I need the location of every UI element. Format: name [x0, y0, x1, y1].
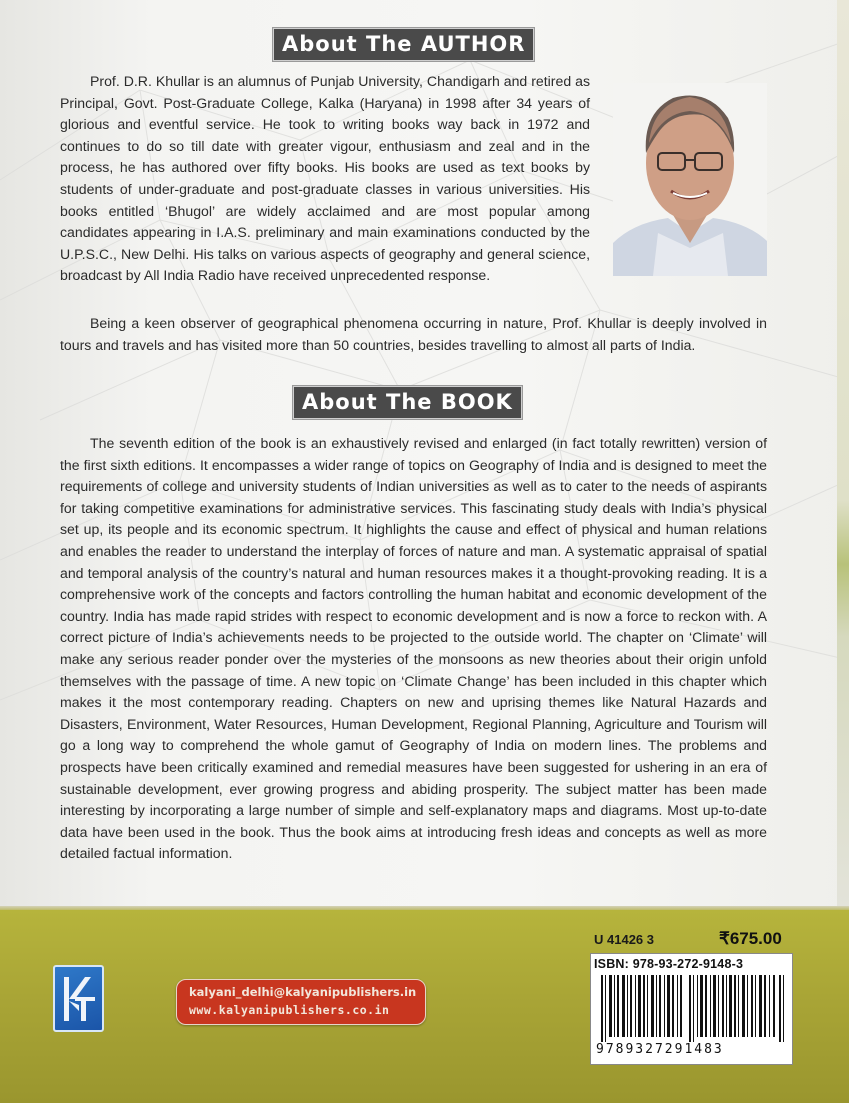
book-heading: About The BOOK [293, 386, 522, 419]
kalyani-logo-icon [55, 967, 102, 1030]
publisher-website[interactable]: www.kalyanipublishers.co.in [189, 1003, 390, 1017]
book-paragraph [60, 433, 767, 865]
author-portrait-illustration [613, 83, 767, 276]
author-travel-text: Being a keen observer of geographical phenomena occurring in nature, Prof. Khullar is deeply involved in tours and travels and has visited more than 50 countries, besides travelling to almost all parts of India. [60, 315, 767, 353]
barcode-panel [590, 953, 793, 1065]
author-paragraph-1 [60, 71, 590, 287]
author-photo [613, 83, 767, 276]
barcode-number: 9789327291483 [596, 1042, 786, 1057]
product-code: U 41426 3 [594, 932, 654, 947]
book-description-text: The seventh edition of the book is an exhaustively revised and enlarged (in fact totally rewritten) version of the first sixth editions. It encompasses a wider range of topics on Geography of India and is designed to meet the requirements of college and university students of Indian universities as well as to cater to the needs of aspirants for taking competitive examinations for administrative services. This fascinating study deals with India’s physical set up, its people and its economic spectrum. It highlights the cause and effect of physical and human relations and enables the reader to understand the interplay of forces of nature and man. A systematic appraisal of spatial and temporal analysis of the country’s natural and human resources makes it a thought-provoking reading. It is a comprehensive work of the concepts and factors controlling the human habitat and economic development of the country. India has made rapid strides with respect to economic development and is now a force to reckon with. A correct picture of India’s achievements needs to be projected to the outside world. The chapter on ‘Climate’ will make any serious reader ponder over the mysteries of the monsoons as new theories about their origin unfold themselves with the passage of time. A new topic on ‘Climate Change’ has been included in this chapter which makes it the most contemporary reading. Chapters on new and uprising themes like Natural Hazards and Disasters, Environment, Water Resources, Human Development, Regional Planning, Agriculture and Tourism will go a long way to comprehend the whole gamut of Geography of India on modern lines. The problems and prospects have been critically examined and remedial measures have been suggested for ushering in an era of sustainable development, ever growing progress and abiding prosperity. The subject matter has been made interesting by incorporating a large number of simple and self-explanatory maps and diagrams. Most up-to-date data have been used in the book. Thus the book aims at introducing fresh ideas and concepts as well as more detailed factual information. [60, 435, 767, 862]
publisher-logo [53, 965, 104, 1032]
author-paragraph-2 [60, 313, 767, 356]
spine-edge [837, 0, 849, 910]
author-heading: About The AUTHOR [273, 28, 534, 61]
isbn-label: ISBN: 978-93-272-9148-3 [594, 957, 744, 971]
author-bio-text: Prof. D.R. Khullar is an alumnus of Punjab University, Chandigarh and retired as Principal, Govt. Post-Graduate College, Kalka (Haryana) in 1998 after 34 years of glorious and eventful service. He took to writing books way back in 1972 and continues to do so till date with greater vigour, enthusiasm and zeal and in the process, he has authored over fifty books. His books are used as text books by students of under-graduate and post-graduate classes in various universities. His books entitled ‘Bhugol’ are widely acclaimed and are most popular among candidates appearing in I.A.S. preliminary and main examinations conducted by the U.P.S.C., New Delhi. His talks on various aspects of geography and general science, broadcast by All India Radio have received unprecedented response. [60, 73, 590, 284]
contact-box [176, 979, 426, 1025]
publisher-email[interactable]: kalyani_delhi@kalyanipublishers.in [189, 985, 417, 999]
barcode-graphic [601, 975, 785, 1043]
price-label: ₹675.00 [719, 929, 782, 948]
